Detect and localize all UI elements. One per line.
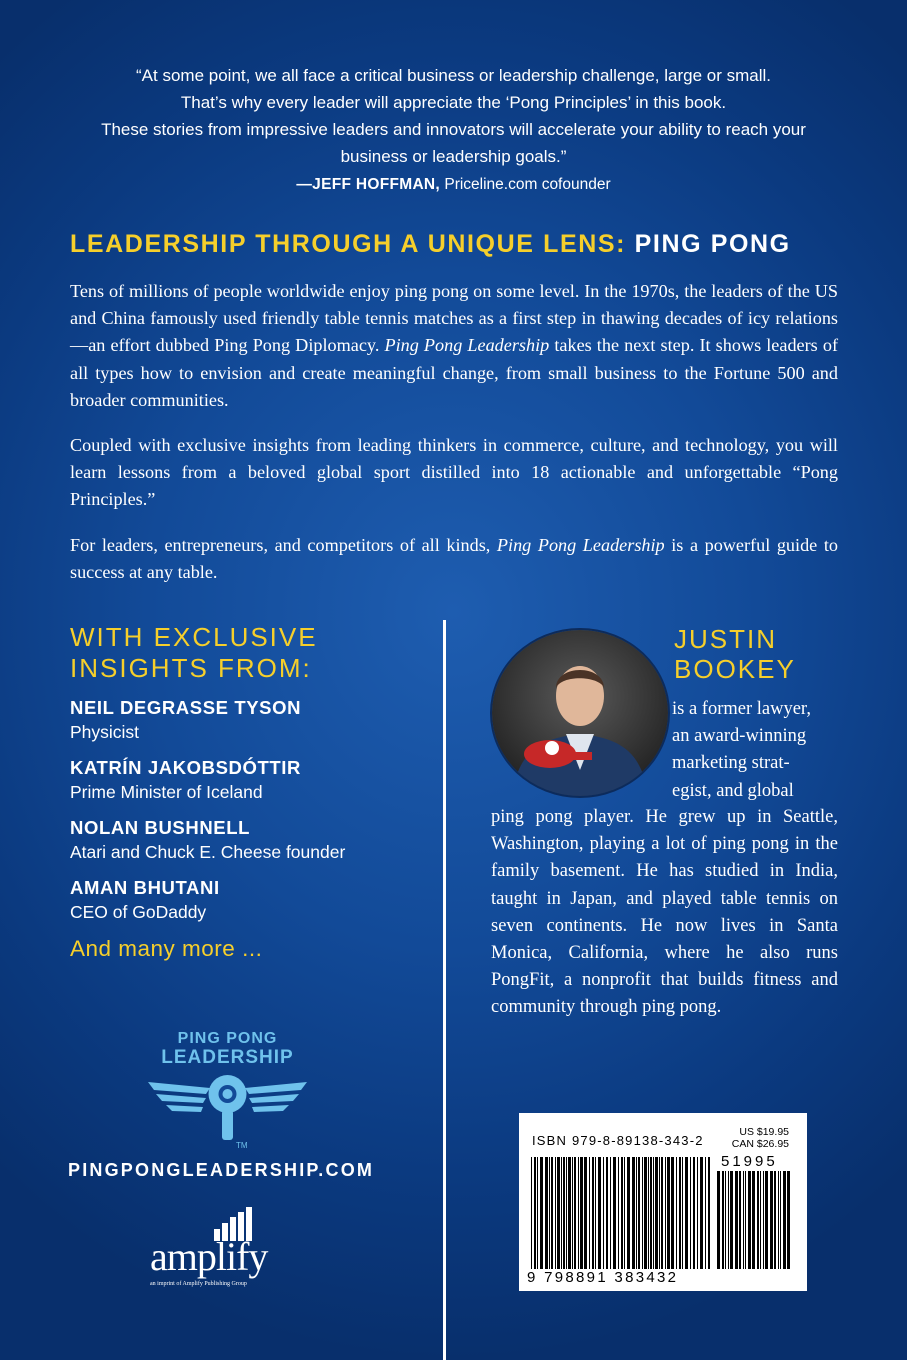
- barcode-bar: [534, 1157, 536, 1269]
- barcode-bar: [566, 1157, 567, 1269]
- barcode-bar: [760, 1171, 761, 1269]
- barcode-bar: [671, 1157, 674, 1269]
- barcode-bar: [661, 1157, 663, 1269]
- barcode-bar: [665, 1157, 666, 1269]
- barcode-bar: [739, 1171, 741, 1269]
- description-paragraph-1: [70, 278, 838, 414]
- barcode-bar: [574, 1157, 576, 1269]
- barcode-bar: [682, 1157, 683, 1269]
- barcode-bar: [621, 1157, 623, 1269]
- barcode-bar: [774, 1171, 776, 1269]
- barcode-bar: [745, 1171, 746, 1269]
- barcode-bar: [700, 1157, 703, 1269]
- barcode-bar: [679, 1157, 681, 1269]
- barcode-bar: [636, 1157, 637, 1269]
- text-run: is a powerful guide to success at any table.: [70, 534, 838, 582]
- barcode-bar: [743, 1171, 744, 1269]
- attribution-name: —JEFF HOFFMAN,: [296, 176, 441, 193]
- barcode-bar: [708, 1157, 710, 1269]
- contributor-name: AMAN BHUTANI: [70, 877, 220, 898]
- price-can: CAN $26.95: [731, 1138, 789, 1150]
- quote-line: These stories from impressive leaders and innovators will accelerate your ability to reach your: [101, 120, 806, 139]
- barcode-bar: [592, 1157, 594, 1269]
- barcode-addon-digits: 51995: [721, 1153, 778, 1170]
- barcode-bar: [632, 1157, 635, 1269]
- barcode-bar: [757, 1171, 759, 1269]
- contributor-name: NOLAN BUSHNELL: [70, 817, 251, 838]
- barcode-bar: [770, 1171, 773, 1269]
- author-portrait-image: [492, 630, 668, 796]
- barcode-bar: [685, 1157, 688, 1269]
- bio-line: is a former lawyer,: [672, 699, 811, 719]
- barcode-bar: [627, 1157, 630, 1269]
- bio-line: an award-winning: [672, 726, 807, 747]
- contributor: [70, 696, 430, 744]
- and-many-more: And many more ...: [70, 936, 263, 961]
- barcode-bar: [763, 1171, 764, 1269]
- description-paragraph-2: Coupled with exclusive insights from leading thinkers in commerce, culture, and technology, you will learn lessons from a beloved global sport distilled into 18 actionable and unforgettable “Pong Principles.”: [70, 435, 838, 510]
- barcode-bar: [603, 1157, 604, 1269]
- text-run: Tens of millions of people worldwide enjoy ping pong on some level. In the 1970s, the leaders of the US and China famously used friendly table tennis matches as a first step in thawing decades of icy relations—an effort dubbed Ping Pong Diplomacy.: [70, 281, 838, 356]
- quote-attribution: [60, 171, 847, 198]
- contributor-name: KATRÍN JAKOBSDÓTTIR: [70, 757, 301, 778]
- publisher-name: amplify: [150, 1234, 268, 1279]
- logo-line-1: PING PONG: [177, 1030, 278, 1047]
- contributor-role: Physicist: [70, 722, 140, 742]
- quote-line: business or leadership goals.”: [340, 147, 567, 166]
- barcode-bar: [572, 1157, 573, 1269]
- barcode-bar: [648, 1157, 649, 1269]
- section-headline: [70, 230, 870, 259]
- barcode-bar: [650, 1157, 652, 1269]
- book-title-italic: Ping Pong Leadership: [496, 534, 665, 555]
- quote-line: That’s why every leader will appreciate the ‘Pong Principles’ in this book.: [180, 93, 727, 112]
- barcode-bar: [717, 1171, 720, 1269]
- barcode-bar: [778, 1171, 779, 1269]
- publisher-logo: [150, 1215, 310, 1285]
- contributor: [70, 816, 430, 864]
- insights-list: [70, 622, 430, 962]
- barcode-bar: [568, 1157, 571, 1269]
- barcode-addon-bars: [717, 1171, 793, 1269]
- barcode-bar: [555, 1157, 556, 1269]
- description-paragraph-3: [70, 532, 838, 586]
- barcode-bar: [642, 1157, 643, 1269]
- barcode-panel: [519, 1113, 807, 1291]
- barcode-bar: [563, 1157, 565, 1269]
- barcode-bar: [638, 1157, 640, 1269]
- barcode-bar: [644, 1157, 647, 1269]
- barcode-bar: [667, 1157, 670, 1269]
- headline-part-1: LEADERSHIP THROUGH A UNIQUE LENS:: [70, 230, 635, 258]
- barcode-bar: [748, 1171, 751, 1269]
- attribution-role: Priceline.com cofounder: [440, 176, 611, 193]
- barcode-bar: [690, 1157, 691, 1269]
- book-description: [70, 278, 838, 604]
- barcode-bar: [735, 1171, 738, 1269]
- isbn-number: ISBN 979-8-89138-343-2: [532, 1133, 704, 1148]
- barcode-bar: [780, 1171, 781, 1269]
- contributor-role: CEO of GoDaddy: [70, 902, 207, 922]
- barcode-bar: [578, 1157, 579, 1269]
- barcode-bar: [787, 1171, 790, 1269]
- barcode-bar: [595, 1157, 596, 1269]
- bio-line: egist, and global: [672, 780, 794, 801]
- barcode-bar: [540, 1157, 543, 1269]
- barcode-bar: [659, 1157, 660, 1269]
- barcode-bar: [551, 1157, 553, 1269]
- barcode-bar: [531, 1157, 532, 1269]
- barcode-bar: [676, 1157, 677, 1269]
- winged-paddle-icon: [140, 1068, 315, 1150]
- barcode-bar: [655, 1157, 658, 1269]
- contributor: [70, 876, 430, 924]
- barcode-bar: [610, 1157, 611, 1269]
- author-last-name: BOOKEY: [674, 654, 796, 684]
- barcode-bar: [613, 1157, 616, 1269]
- author-bio: ping pong player. He grew up in Seattle, Washington, playing a lot of ping pong in the family basement. He has studied in India, taught in Japan, and played table tennis on seven continents. He now lives in Santa Monica, California, where he also runs PongFit, a nonprofit that builds fitness and community through ping pong.: [491, 807, 838, 1018]
- insights-title-line: INSIGHTS FROM:: [70, 653, 312, 683]
- barcode-bar: [545, 1157, 548, 1269]
- contributor-role: Atari and Chuck E. Cheese founder: [70, 842, 346, 862]
- barcode-bar: [557, 1157, 560, 1269]
- barcode-bar: [561, 1157, 562, 1269]
- barcode-bars: [531, 1157, 711, 1269]
- text-run: For leaders, entrepreneurs, and competitors of all kinds,: [70, 534, 497, 555]
- barcode-bar: [752, 1171, 755, 1269]
- quote-line: “At some point, we all face a critical business or leadership challenge, large or small.: [136, 66, 771, 85]
- contributor-name: NEIL DEGRASSE TYSON: [70, 697, 302, 718]
- barcode-bar: [624, 1157, 625, 1269]
- trademark-mark: TM: [236, 1141, 248, 1150]
- barcode-bar: [606, 1157, 608, 1269]
- author-first-name: JUSTIN: [674, 624, 777, 654]
- barcode-bar: [722, 1171, 724, 1269]
- endorsement-quote: [60, 62, 847, 198]
- barcode-bar: [580, 1157, 583, 1269]
- barcode-bar: [728, 1171, 729, 1269]
- barcode-bar: [618, 1157, 619, 1269]
- website-url: PINGPONGLEADERSHIP.COM: [68, 1160, 375, 1180]
- barcode-bar: [653, 1157, 654, 1269]
- barcode-bar: [697, 1157, 698, 1269]
- price-us: US $19.95: [739, 1126, 789, 1138]
- contributor: [70, 756, 430, 804]
- barcode-bar: [730, 1171, 733, 1269]
- barcode-bar: [584, 1157, 587, 1269]
- bio-line: marketing strat-: [672, 753, 790, 774]
- barcode-bar: [725, 1171, 726, 1269]
- author-photo: [490, 628, 670, 798]
- book-title-italic: Ping Pong Leadership: [384, 335, 550, 356]
- author-bio-wrap: [672, 696, 838, 805]
- headline-part-2: PING PONG: [634, 230, 791, 258]
- barcode-bar: [765, 1171, 768, 1269]
- ean-digits: 9 798891 383432: [527, 1269, 679, 1286]
- ping-pong-leadership-logo: [140, 1030, 315, 1150]
- barcode-bar: [537, 1157, 538, 1269]
- barcode-bar: [549, 1157, 550, 1269]
- logo-line-2: LEADERSHIP: [161, 1047, 294, 1068]
- contributor-role: Prime Minister of Iceland: [70, 782, 263, 802]
- insights-title: [70, 622, 430, 684]
- barcode-bar: [693, 1157, 695, 1269]
- barcode-bar: [598, 1157, 601, 1269]
- publisher-tagline: an imprint of Amplify Publishing Group: [150, 1281, 247, 1287]
- author-name: [674, 624, 796, 684]
- barcode-bar: [783, 1171, 786, 1269]
- insights-title-line: WITH EXCLUSIVE: [70, 622, 318, 652]
- barcode-bar: [589, 1157, 590, 1269]
- text-run: takes the next step. It shows leaders of all types how to envision and create meaningful change, from small business to the Fortune 500 and broader communities.: [70, 335, 838, 410]
- column-divider: [443, 620, 446, 1360]
- barcode-bar: [705, 1157, 706, 1269]
